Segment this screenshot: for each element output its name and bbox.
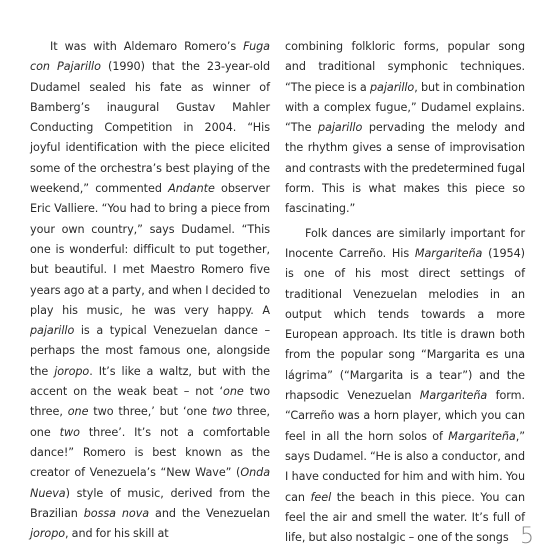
italic-publication: Andante [168, 182, 215, 196]
text-run: three, one [30, 405, 270, 439]
paragraph-carreno-margaritena [285, 224, 525, 549]
text-run: , but in combination with a complex fugue,” Dudamel explains. “The [285, 80, 525, 135]
italic-term: Onda Nueva [30, 466, 270, 500]
italic-term: pajarillo [30, 324, 75, 338]
text-run: Folk dances are similarly important for Inocente Carreño. His [285, 226, 525, 260]
italic-term: Margariteña [419, 389, 488, 403]
paragraph-romero-fuga [30, 37, 270, 544]
italic-term: joropo [54, 364, 90, 378]
text-run: two three,’ but ‘one [88, 405, 213, 419]
text-run: the beach in this piece. You can feel the air and smell the water. It’s full of life, but also nostalgic – one of the songs [285, 490, 525, 545]
italic-work-title: Margariteña [414, 246, 483, 260]
text-run: It was with Aldemaro Romero’s [50, 40, 244, 53]
text-run: (1954) is one of his most direct settings of traditional Venezuelan melodies in an output which tends towards a more European approach. Its title is drawn both from the popular song “Margarita es una lágrima” (“Margarita is a tear”) and the rhapsodic Venezuelan [285, 246, 525, 403]
text-run: form. “Carreño was a horn player, which you can feel in all the horn solos of [285, 389, 525, 443]
text-run: ) style of music, derived from the Brazilian [30, 486, 270, 520]
text-run: , and for his skill at [65, 527, 169, 541]
page-number: 5 [520, 524, 534, 549]
text-run: . It’s like a waltz, but with the accent on the weak beat – not ‘ [30, 364, 270, 399]
text-run: combining folkloric forms, popular song and traditional symphonic techniques. “The piece is a [285, 40, 525, 94]
italic-emphasis: feel [310, 490, 332, 504]
right-text-column [285, 37, 525, 548]
italic-term: pajarillo [318, 121, 363, 135]
italic-term: joropo [30, 527, 66, 541]
italic-term: pajarillo [369, 80, 415, 94]
italic-emphasis: one [223, 385, 244, 399]
paragraph-pajarillo-fugue [285, 37, 525, 220]
italic-work-title: Margariteña [448, 429, 516, 443]
left-text-column [30, 37, 270, 544]
text-run: pervading the melody and the rhythm gives a sense of improvisation and contrasts with the predetermined fugal form. This is what makes this piece so fascinating.” [285, 121, 525, 216]
text-run: observer Eric Valliere. “You had to bring a piece from your own country,” says Dudamel. “This one is wonderful: difficult to put together, but beautiful. I met Maestro Romero five years ago at a party, and when I decided to play his music, he was very happy. A [30, 182, 270, 317]
italic-emphasis: two [59, 425, 80, 439]
italic-emphasis: one [67, 405, 89, 419]
text-run: two three, [30, 385, 271, 419]
text-run: ,” says Dudamel. “He is also a conductor, and I have conducted for him and with him. You can [285, 429, 525, 504]
italic-work-title: Fuga con Pajarillo [30, 40, 270, 74]
text-run: (1990) that the 23-year-old Dudamel sealed his fate as winner of Bamberg’s inaugural Gustav Mahler Conducting Competition in 2004. “His joyful identification with the piece elicited some of the orchestra’s best playing of the weekend,” commented [30, 60, 270, 196]
italic-term: bossa nova [83, 506, 150, 520]
text-run: three’. It’s not a comfortable dance!” Romero is best known as the creator of Venezuela’s “New Wave” ( [30, 425, 270, 480]
italic-emphasis: two [212, 405, 233, 419]
text-run: and the Venezuelan [149, 506, 270, 520]
text-run: is a typical Venezuelan dance – perhaps the most famous one, alongside the [30, 324, 270, 378]
